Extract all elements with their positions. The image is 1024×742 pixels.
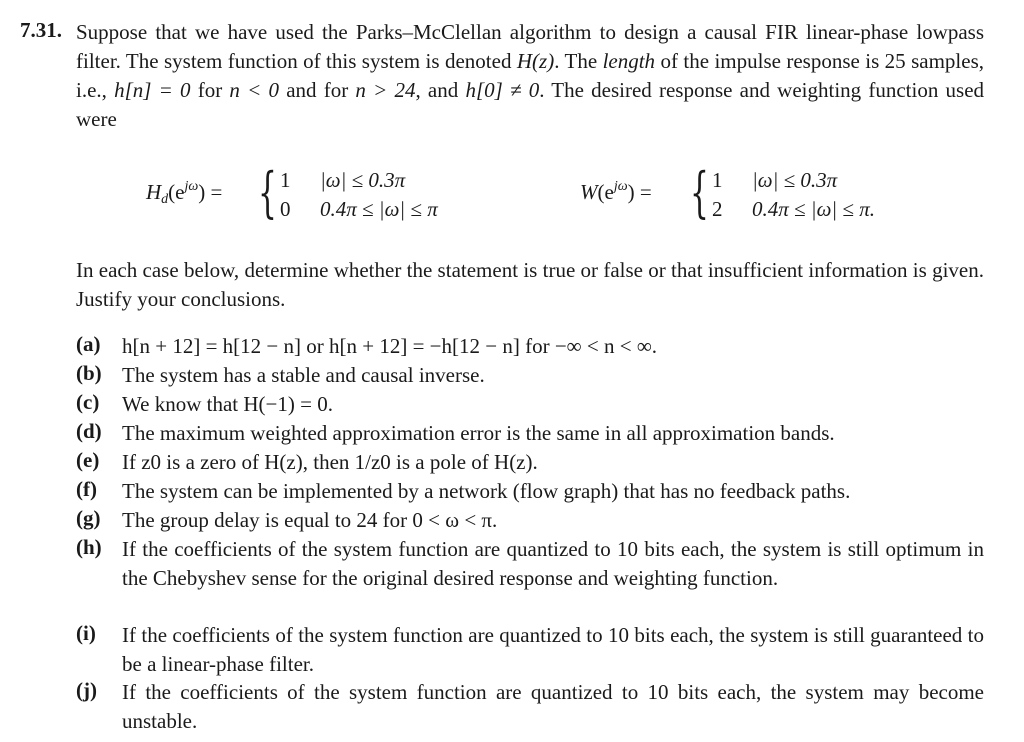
list-item bbox=[0, 448, 1024, 477]
weight-row1-value: 1 bbox=[712, 168, 723, 192]
list-item bbox=[0, 390, 1024, 419]
item-label: (b) bbox=[76, 361, 102, 385]
list-item bbox=[0, 361, 1024, 390]
item-text: h[n + 12] = h[12 − n] or h[n + 12] = −h[12 − n] for −∞ < n < ∞. bbox=[122, 334, 658, 358]
left-brace: { bbox=[690, 161, 709, 224]
list-item bbox=[0, 477, 1024, 506]
weighting-function-lhs: $W(e^{j\omega})$ = bbox=[580, 179, 652, 204]
weight-row2-condition: 0.4π ≤ |ω| ≤ π. bbox=[752, 197, 875, 221]
list-item bbox=[0, 332, 1024, 361]
item-text: The system has a stable and causal inverse. bbox=[122, 363, 485, 387]
item-text: If the coefficients of the system function are quantized to 10 bits each, the system is still optimum in the Chebyshev sense for the original desired response and weighting function. bbox=[122, 537, 984, 590]
item-label: (i) bbox=[76, 621, 96, 645]
left-brace: { bbox=[258, 161, 277, 224]
statement-list bbox=[0, 332, 1024, 735]
list-item bbox=[0, 678, 1024, 735]
item-text: If the coefficients of the system function are quantized to 10 bits each, the system may become unstable. bbox=[122, 680, 984, 733]
list-item bbox=[0, 535, 1024, 621]
item-text: If the coefficients of the system function are quantized to 10 bits each, the system is still guaranteed to be a linear-phase filter. bbox=[122, 623, 984, 676]
item-label: (d) bbox=[76, 419, 102, 443]
item-text: If z0 is a zero of H(z), then 1/z0 is a pole of H(z). bbox=[122, 450, 538, 474]
weight-row1-condition: |ω| ≤ 0.3π bbox=[752, 168, 838, 192]
problem-statement: Suppose that we have used the Parks–McClellan algorithm to design a causal FIR linear-phase lowpass filter. The system function of this system is denoted H(z). The length of the impulse response is 25 samples, i.e., h[n] = 0 for n < 0 and for n > 24, and h[0] ≠ 0. The desired response and weighting function used were bbox=[76, 20, 985, 131]
item-text: The maximum weighted approximation error is the same in all approximation bands. bbox=[122, 421, 835, 445]
item-text: We know that H(−1) = 0. bbox=[122, 392, 333, 416]
item-label: (a) bbox=[76, 332, 101, 356]
list-item bbox=[0, 419, 1024, 448]
item-label: (g) bbox=[76, 506, 101, 530]
item-label: (j) bbox=[76, 678, 97, 702]
instructions: In each case below, determine whether the statement is true or false or that insufficient information is given. Justify your conclusions. bbox=[76, 258, 984, 311]
desired-row1-value: 1 bbox=[280, 168, 291, 192]
list-item bbox=[0, 506, 1024, 535]
item-label: (f) bbox=[76, 477, 97, 501]
list-item bbox=[0, 621, 1024, 678]
desired-row2-value: 0 bbox=[280, 197, 291, 221]
item-text: The group delay is equal to 24 for 0 < ω < π. bbox=[122, 508, 498, 532]
desired-row1-condition: |ω| ≤ 0.3π bbox=[320, 168, 406, 192]
desired-response-lhs: $H_d(e^{j\omega})$ = bbox=[146, 179, 223, 207]
weight-row2-value: 2 bbox=[712, 197, 723, 221]
item-text: The system can be implemented by a network (flow graph) that has no feedback paths. bbox=[122, 479, 851, 503]
item-label: (h) bbox=[76, 535, 102, 559]
problem-number: 7.31. bbox=[20, 18, 62, 42]
desired-row2-condition: 0.4π ≤ |ω| ≤ π bbox=[320, 197, 438, 221]
item-label: (c) bbox=[76, 390, 100, 414]
item-label: (e) bbox=[76, 448, 100, 472]
